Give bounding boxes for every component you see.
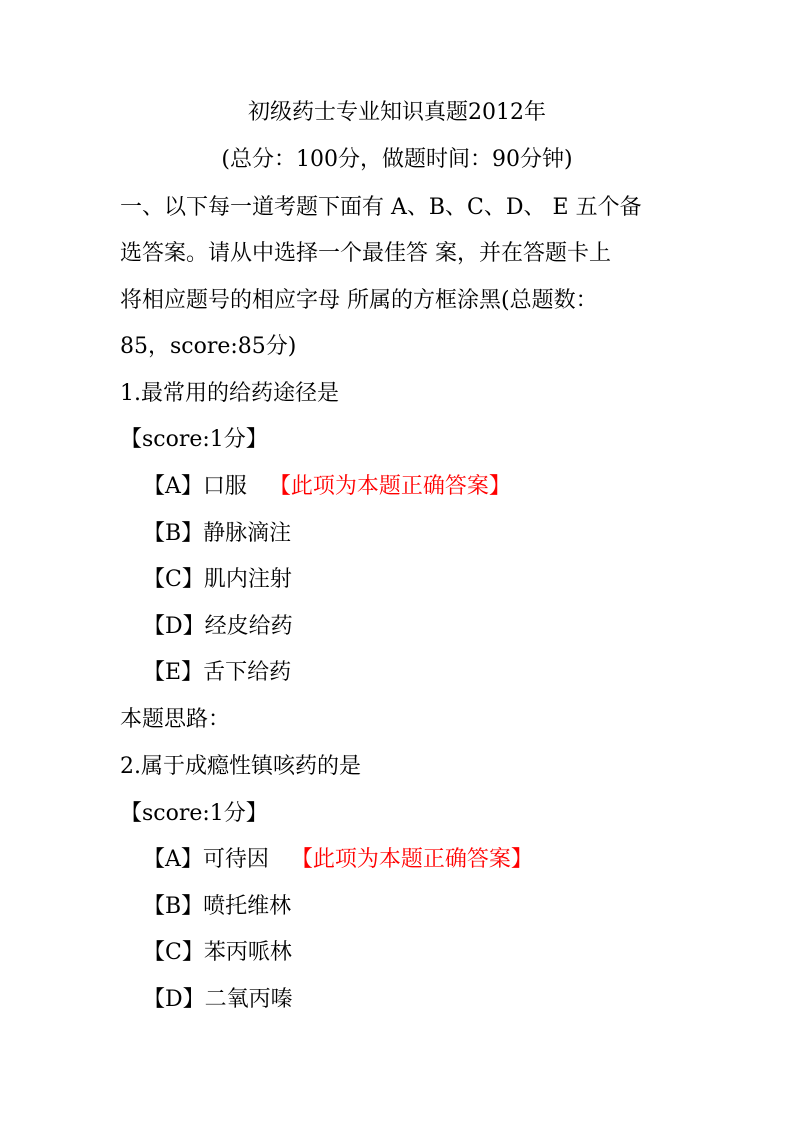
- section-intro-line-4: 85，score:85分): [120, 334, 297, 359]
- option-label: 【E】: [143, 660, 204, 685]
- option-b[interactable]: [143, 519, 291, 549]
- option-text: 经皮给药: [204, 614, 293, 639]
- option-text: 喷托维林: [203, 894, 292, 919]
- option-d[interactable]: [143, 612, 293, 642]
- correct-answer-marker: 【此项为本题正确答案】: [268, 474, 511, 499]
- option-label: 【D】: [143, 614, 205, 639]
- question-score: 【score:1分】: [120, 427, 268, 452]
- option-label: 【D】: [143, 987, 205, 1012]
- question-stem: 2.属于成瘾性镇咳药的是: [120, 754, 361, 779]
- option-label: 【C】: [143, 940, 204, 965]
- option-b[interactable]: [143, 892, 291, 922]
- option-c[interactable]: [143, 565, 292, 595]
- option-label: 【B】: [143, 894, 204, 919]
- option-text: 静脉滴注: [203, 521, 292, 546]
- option-label: 【B】: [143, 521, 204, 546]
- option-e[interactable]: [143, 658, 291, 688]
- option-text: 二氧丙嗪: [204, 987, 293, 1012]
- option-a[interactable]: [143, 472, 511, 502]
- correct-answer-marker: 【此项为本题正确答案】: [290, 847, 533, 872]
- option-a[interactable]: [143, 845, 533, 875]
- option-text: 苯丙哌林: [203, 940, 292, 965]
- document-title: 初级药士专业知识真题2012年: [248, 100, 546, 125]
- option-text: 可待因: [202, 847, 269, 872]
- option-label: 【A】: [143, 847, 203, 872]
- section-intro-line-3: 将相应题号的相应字母 所属的方框涂黑(总题数：: [120, 288, 598, 313]
- explanation-label: 本题思路：: [120, 707, 231, 732]
- option-c[interactable]: [143, 938, 292, 968]
- section-intro-line-2: 选答案。请从中选择一个最佳答 案，并在答题卡上: [120, 241, 611, 266]
- option-text: 肌内注射: [203, 567, 292, 592]
- option-d[interactable]: [143, 985, 293, 1015]
- document-subtitle: (总分：100分，做题时间：90分钟): [221, 147, 573, 172]
- section-intro-line-1: 一、以下每一道考题下面有 A、B、C、D、 E 五个备: [120, 195, 642, 220]
- question-stem: 1.最常用的给药途径是: [120, 381, 339, 406]
- option-text: 口服: [202, 474, 247, 499]
- option-label: 【A】: [143, 474, 203, 499]
- option-label: 【C】: [143, 567, 204, 592]
- question-score: 【score:1分】: [120, 801, 268, 826]
- option-text: 舌下给药: [203, 660, 292, 685]
